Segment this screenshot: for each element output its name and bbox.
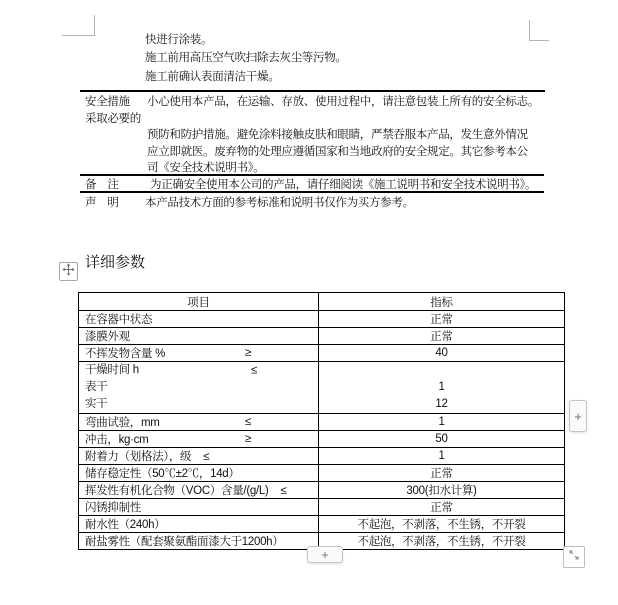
table-cell-value[interactable]: 50 [319,431,565,448]
table-cell-value[interactable]: 1 [319,414,565,431]
comparison-operator: ≥ [245,347,252,359]
comparison-operator: ≤ [203,451,210,463]
row-label-statement[interactable]: 声 明 [85,197,119,209]
row-label-remark[interactable]: 备 注 [85,179,119,191]
plus-icon: + [321,547,329,562]
paragraph[interactable]: 预防和防护措施。避免涂料接触皮肤和眼睛，严禁吞服本产品，发生意外情况 [147,129,528,141]
table-cell-item[interactable]: 弯曲试验，mm ≤ [79,414,319,431]
table-row [79,328,565,345]
table-cell-value[interactable]: 正常 [319,499,565,516]
table-cell-item[interactable]: 闪锈抑制性 [79,499,319,516]
paragraph[interactable]: 快进行涂装。 [145,34,213,46]
paragraph[interactable]: 小心使用本产品，在运输、存放、使用过程中，请注意包装上所有的安全标志。 [147,96,539,108]
table-cell-value[interactable]: 1 12 [319,362,565,414]
table-cell-item[interactable]: 不挥发物含量 % ≥ [79,345,319,362]
table-header-row [79,293,565,311]
page-margin-mark-top-right [529,20,549,41]
paragraph[interactable]: 为正确安全使用本公司的产品，请仔细阅读《施工说明书和安全技术说明书》。 [150,179,537,191]
table-row [79,311,565,328]
column-header-indicator[interactable]: 指标 [319,293,565,311]
table-cell-item[interactable]: 漆膜外观 [79,328,319,345]
column-header-item[interactable]: 项目 [79,293,319,311]
table-cell-value[interactable]: 正常 [319,328,565,345]
table-row [79,345,565,362]
row-divider [80,90,545,92]
table-cell-item[interactable]: 储存稳定性（50℃±2℃，14d） [79,465,319,482]
add-row-button[interactable] [307,546,343,563]
table-cell-value[interactable]: 不起泡，不剥落，不生锈，不开裂 [319,516,565,533]
table-row [79,482,565,499]
table-cell-item[interactable]: 冲击，kg·cm ≥ [79,431,319,448]
table-move-handle[interactable] [59,262,78,281]
table-cell-value[interactable]: 不起泡，不剥落，不生锈，不开裂 [319,533,565,550]
resize-diagonal-icon [568,548,580,566]
table-row [79,414,565,431]
table-row [79,362,565,414]
plus-icon: + [574,408,582,424]
table-resize-handle[interactable] [563,546,585,568]
comparison-operator: ≤ [251,364,258,376]
row-label-safety[interactable]: 安全措施 [85,96,130,108]
table-cell-value[interactable]: 正常 [319,311,565,328]
paragraph[interactable]: 司《安全技术说明书》。 [147,162,265,174]
paragraph[interactable]: 应立即就医。废弃物的处理应遵循国家和当地政府的安全规定。其它参考本公 [147,146,528,158]
paragraph[interactable]: 本产品技术方面的参考标准和说明书仅作为买方参考。 [145,197,414,209]
table-cell-item[interactable]: 挥发性有机化合物（VOC）含量/(g/L) ≤ [79,482,319,499]
row-divider [80,174,544,176]
paragraph[interactable]: 施工前用高压空气吹扫除去灰尘等污物。 [145,52,347,64]
table-cell-value[interactable]: 40 [319,345,565,362]
comparison-operator: ≤ [245,416,252,428]
table-cell-item[interactable]: 耐水性（240h） [79,516,319,533]
page-margin-mark-top-left [62,15,95,36]
table-row [79,499,565,516]
move-icon [62,263,75,281]
row-divider [80,191,544,193]
spec-table-body [79,311,565,550]
row-label-safety-line2[interactable]: 采取必要的 [85,113,141,125]
table-row [79,448,565,465]
spec-table [78,292,565,550]
table-row [79,431,565,448]
table-cell-item[interactable]: 干燥时间 h ≤ 表干 实干 [79,362,319,414]
comparison-operator: ≥ [245,433,252,445]
section-title[interactable]: 详细参数 [85,254,146,271]
table-cell-value[interactable]: 正常 [319,465,565,482]
table-cell-item[interactable]: 耐盐雾性（配套聚氨酯面漆大于1200h） [79,533,319,550]
table-cell-value[interactable]: 1 [319,448,565,465]
table-cell-value[interactable]: 300(扣水计算) [319,482,565,499]
paragraph[interactable]: 施工前确认表面清洁干燥。 [145,71,280,83]
table-row [79,516,565,533]
comparison-operator: ≤ [280,485,287,497]
table-cell-item[interactable]: 附着力（划格法），级 ≤ [79,448,319,465]
table-row [79,465,565,482]
table-cell-item[interactable]: 在容器中状态 [79,311,319,328]
add-column-button[interactable] [569,400,587,432]
